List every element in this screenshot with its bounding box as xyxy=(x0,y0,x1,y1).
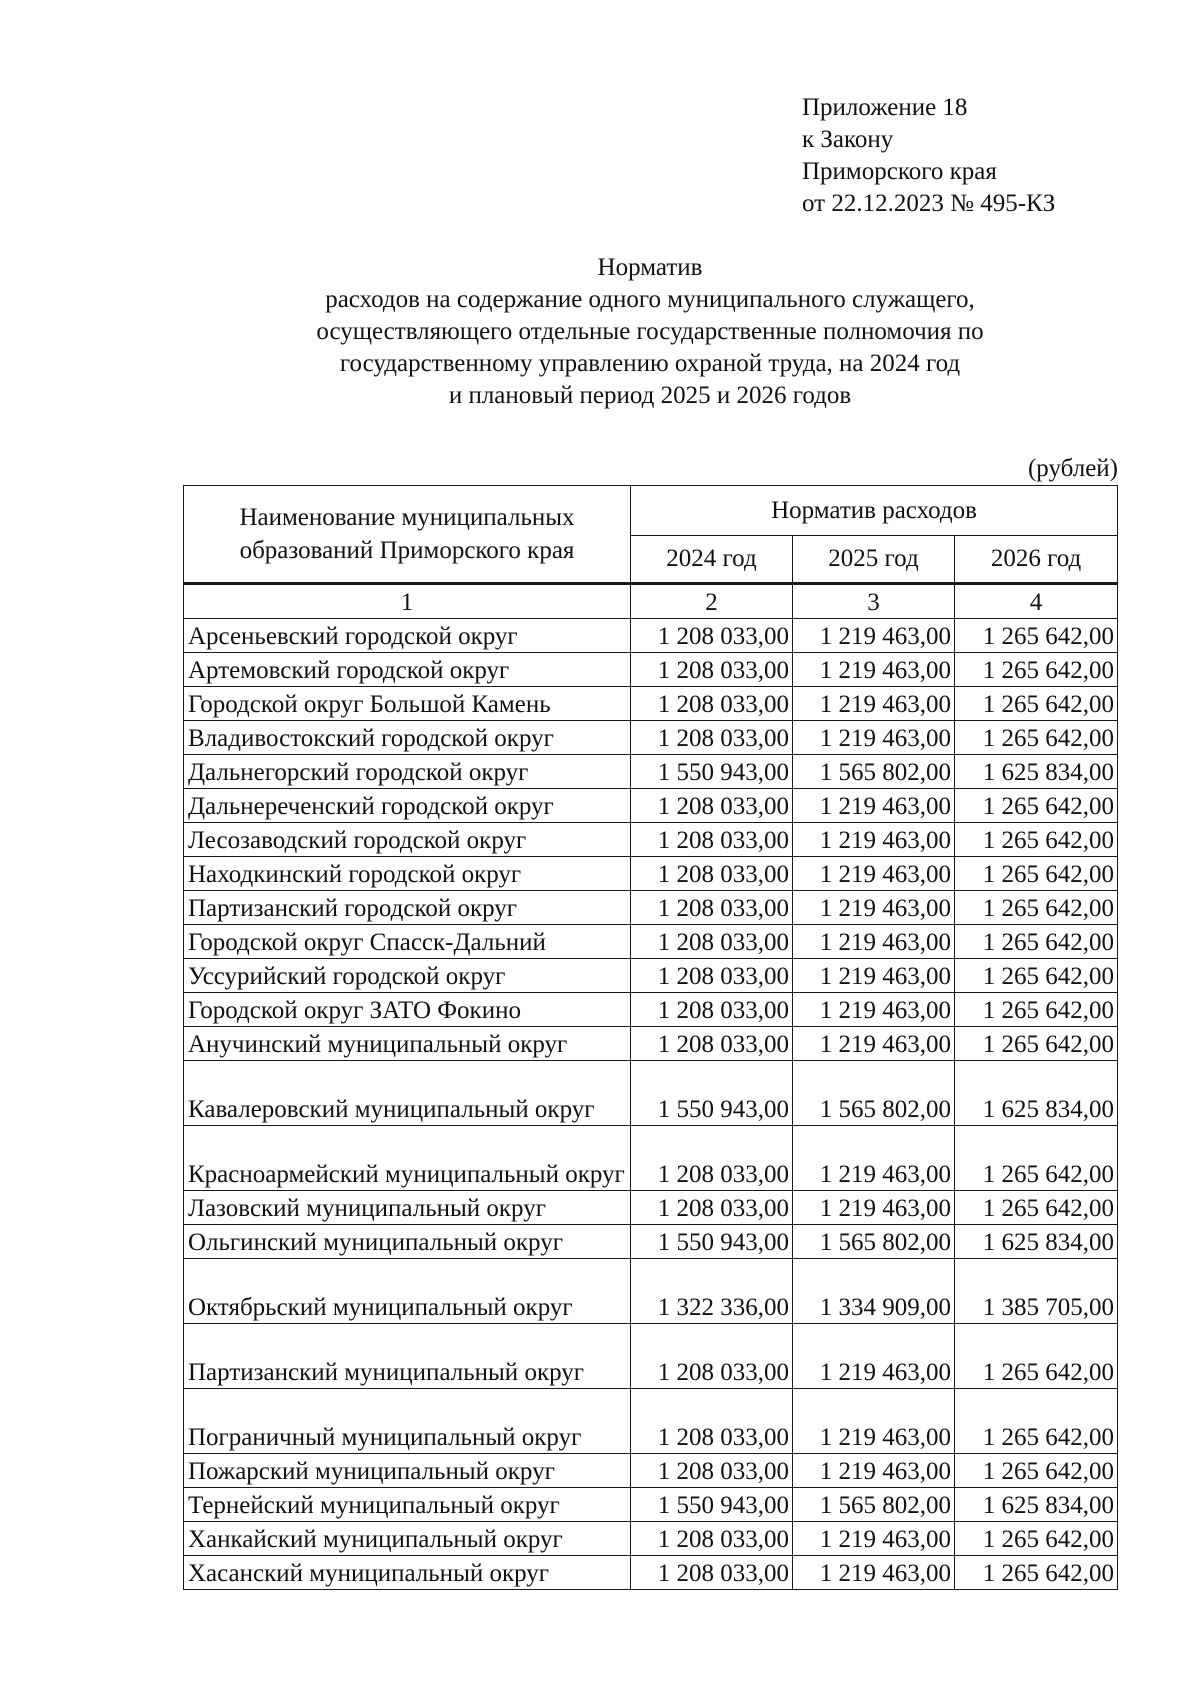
column-number: 1 xyxy=(184,584,631,619)
value-2024: 1 550 943,00 xyxy=(631,755,793,789)
municipality-name: Партизанский муниципальный округ xyxy=(184,1324,631,1389)
value-2026: 1 385 705,00 xyxy=(955,1259,1118,1324)
municipality-name: Тернейский муниципальный округ xyxy=(184,1488,631,1522)
appendix-line: к Закону xyxy=(802,126,894,153)
value-2026: 1 265 642,00 xyxy=(955,653,1118,687)
value-2025: 1 219 463,00 xyxy=(793,1522,955,1556)
municipality-name: Анучинский муниципальный округ xyxy=(184,1027,631,1061)
table-row xyxy=(184,687,1118,721)
municipality-name: Хасанский муниципальный округ xyxy=(184,1556,631,1590)
value-2025: 1 219 463,00 xyxy=(793,1454,955,1488)
table-row xyxy=(184,993,1118,1027)
table-row xyxy=(184,1389,1118,1454)
value-2025: 1 565 802,00 xyxy=(793,1061,955,1126)
value-2025: 1 219 463,00 xyxy=(793,1191,955,1225)
value-2025: 1 565 802,00 xyxy=(793,1488,955,1522)
value-2026: 1 265 642,00 xyxy=(955,1522,1118,1556)
municipality-name: Городской округ ЗАТО Фокино xyxy=(184,993,631,1027)
municipality-name: Партизанский городской округ xyxy=(184,891,631,925)
column-number: 4 xyxy=(955,584,1118,619)
municipality-name: Городской округ Большой Камень xyxy=(184,687,631,721)
value-2026: 1 265 642,00 xyxy=(955,789,1118,823)
municipality-name: Находкинский городской округ xyxy=(184,857,631,891)
value-2025: 1 219 463,00 xyxy=(793,857,955,891)
norm-table xyxy=(183,485,1118,1590)
column-number: 2 xyxy=(631,584,793,619)
value-2024: 1 208 033,00 xyxy=(631,1389,793,1454)
value-2026: 1 265 642,00 xyxy=(955,993,1118,1027)
value-2025: 1 219 463,00 xyxy=(793,925,955,959)
appendix-line: Приложение 18 xyxy=(802,94,968,121)
municipality-name: Арсеньевский городской округ xyxy=(184,619,631,653)
table-body xyxy=(184,619,1118,1590)
table-row xyxy=(184,1191,1118,1225)
header-year-2024: 2024 год xyxy=(631,535,793,583)
table-row xyxy=(184,1126,1118,1191)
title-line: государственному управлению охраной труда, на 2024 год xyxy=(339,350,961,377)
municipality-name: Лазовский муниципальный округ xyxy=(184,1191,631,1225)
header-year-2026: 2026 год xyxy=(955,535,1118,583)
value-2024: 1 208 033,00 xyxy=(631,857,793,891)
value-2024: 1 208 033,00 xyxy=(631,1454,793,1488)
municipality-name: Октябрьский муниципальный округ xyxy=(184,1259,631,1324)
value-2026: 1 265 642,00 xyxy=(955,1389,1118,1454)
municipality-name: Кавалеровский муниципальный округ xyxy=(184,1061,631,1126)
table-row xyxy=(184,1027,1118,1061)
column-number: 3 xyxy=(793,584,955,619)
value-2025: 1 219 463,00 xyxy=(793,619,955,653)
table-row xyxy=(184,1488,1118,1522)
value-2025: 1 219 463,00 xyxy=(793,1027,955,1061)
value-2024: 1 208 033,00 xyxy=(631,1324,793,1389)
table-row xyxy=(184,789,1118,823)
value-2025: 1 219 463,00 xyxy=(793,1389,955,1454)
value-2026: 1 265 642,00 xyxy=(955,823,1118,857)
value-2025: 1 219 463,00 xyxy=(793,1126,955,1191)
unit-label: (рублей) xyxy=(1027,455,1118,482)
value-2026: 1 625 834,00 xyxy=(955,1061,1118,1126)
municipality-name: Городской округ Спасск-Дальний xyxy=(184,925,631,959)
value-2026: 1 265 642,00 xyxy=(955,1324,1118,1389)
header-norm-group: Норматив расходов xyxy=(631,486,1118,536)
appendix-line: Приморского края xyxy=(802,158,997,185)
value-2026: 1 265 642,00 xyxy=(955,721,1118,755)
value-2024: 1 322 336,00 xyxy=(631,1259,793,1324)
municipality-name: Лесозаводский городской округ xyxy=(184,823,631,857)
table-row xyxy=(184,891,1118,925)
title-line: и плановый период 2025 и 2026 годов xyxy=(448,382,852,409)
value-2025: 1 219 463,00 xyxy=(793,789,955,823)
value-2025: 1 219 463,00 xyxy=(793,1556,955,1590)
value-2026: 1 265 642,00 xyxy=(955,1126,1118,1191)
value-2024: 1 208 033,00 xyxy=(631,1027,793,1061)
value-2025: 1 219 463,00 xyxy=(793,959,955,993)
value-2025: 1 219 463,00 xyxy=(793,653,955,687)
municipality-name: Красноармейский муниципальный округ xyxy=(184,1126,631,1191)
table-row xyxy=(184,959,1118,993)
value-2026: 1 265 642,00 xyxy=(955,687,1118,721)
value-2026: 1 265 642,00 xyxy=(955,1191,1118,1225)
table-row xyxy=(184,1259,1118,1324)
value-2024: 1 550 943,00 xyxy=(631,1061,793,1126)
value-2024: 1 550 943,00 xyxy=(631,1488,793,1522)
municipality-name: Дальнереченский городской округ xyxy=(184,789,631,823)
table-row xyxy=(184,1225,1118,1259)
title-line: расходов на содержание одного муниципального служащего, xyxy=(325,286,975,313)
table-row xyxy=(184,1454,1118,1488)
value-2024: 1 208 033,00 xyxy=(631,687,793,721)
table-row xyxy=(184,653,1118,687)
value-2024: 1 208 033,00 xyxy=(631,1522,793,1556)
value-2024: 1 208 033,00 xyxy=(631,1191,793,1225)
value-2026: 1 265 642,00 xyxy=(955,1556,1118,1590)
value-2026: 1 265 642,00 xyxy=(955,1454,1118,1488)
value-2024: 1 208 033,00 xyxy=(631,789,793,823)
table-row xyxy=(184,619,1118,653)
municipality-name: Ханкайский муниципальный округ xyxy=(184,1522,631,1556)
value-2024: 1 208 033,00 xyxy=(631,823,793,857)
municipality-name: Артемовский городской округ xyxy=(184,653,631,687)
value-2026: 1 625 834,00 xyxy=(955,755,1118,789)
appendix-line: от 22.12.2023 № 495-КЗ xyxy=(802,190,1056,217)
value-2024: 1 208 033,00 xyxy=(631,925,793,959)
appendix-block xyxy=(802,92,1055,220)
municipality-name: Владивостокский городской округ xyxy=(184,721,631,755)
table-row xyxy=(184,823,1118,857)
municipality-name: Пожарский муниципальный округ xyxy=(184,1454,631,1488)
value-2024: 1 208 033,00 xyxy=(631,1126,793,1191)
municipality-name: Уссурийский городской округ xyxy=(184,959,631,993)
value-2025: 1 219 463,00 xyxy=(793,721,955,755)
table-row xyxy=(184,755,1118,789)
value-2026: 1 265 642,00 xyxy=(955,1027,1118,1061)
value-2025: 1 219 463,00 xyxy=(793,687,955,721)
value-2024: 1 208 033,00 xyxy=(631,619,793,653)
value-2025: 1 219 463,00 xyxy=(793,823,955,857)
table-row xyxy=(184,721,1118,755)
value-2026: 1 265 642,00 xyxy=(955,619,1118,653)
value-2026: 1 625 834,00 xyxy=(955,1225,1118,1259)
value-2026: 1 265 642,00 xyxy=(955,891,1118,925)
table-row xyxy=(184,1522,1118,1556)
table-row xyxy=(184,1324,1118,1389)
value-2025: 1 565 802,00 xyxy=(793,1225,955,1259)
value-2026: 1 265 642,00 xyxy=(955,959,1118,993)
value-2025: 1 219 463,00 xyxy=(793,993,955,1027)
document-title xyxy=(180,252,1120,412)
header-year-2025: 2025 год xyxy=(793,535,955,583)
value-2024: 1 208 033,00 xyxy=(631,653,793,687)
value-2026: 1 265 642,00 xyxy=(955,857,1118,891)
municipality-name: Пограничный муниципальный округ xyxy=(184,1389,631,1454)
value-2024: 1 208 033,00 xyxy=(631,721,793,755)
value-2025: 1 219 463,00 xyxy=(793,891,955,925)
table-row xyxy=(184,857,1118,891)
value-2024: 1 208 033,00 xyxy=(631,891,793,925)
title-line: осуществляющего отдельные государственные полномочия по xyxy=(316,318,984,345)
table-row xyxy=(184,1556,1118,1590)
municipality-name: Ольгинский муниципальный округ xyxy=(184,1225,631,1259)
title-line: Норматив xyxy=(597,254,703,281)
value-2025: 1 219 463,00 xyxy=(793,1324,955,1389)
table-row xyxy=(184,925,1118,959)
header-municipality-name: Наименование муниципальных образований Приморского края xyxy=(184,486,631,584)
value-2026: 1 265 642,00 xyxy=(955,925,1118,959)
municipality-name: Дальнегорский городской округ xyxy=(184,755,631,789)
value-2024: 1 208 033,00 xyxy=(631,1556,793,1590)
value-2024: 1 550 943,00 xyxy=(631,1225,793,1259)
value-2026: 1 625 834,00 xyxy=(955,1488,1118,1522)
table-row xyxy=(184,1061,1118,1126)
value-2024: 1 208 033,00 xyxy=(631,993,793,1027)
value-2025: 1 334 909,00 xyxy=(793,1259,955,1324)
value-2024: 1 208 033,00 xyxy=(631,959,793,993)
value-2025: 1 565 802,00 xyxy=(793,755,955,789)
